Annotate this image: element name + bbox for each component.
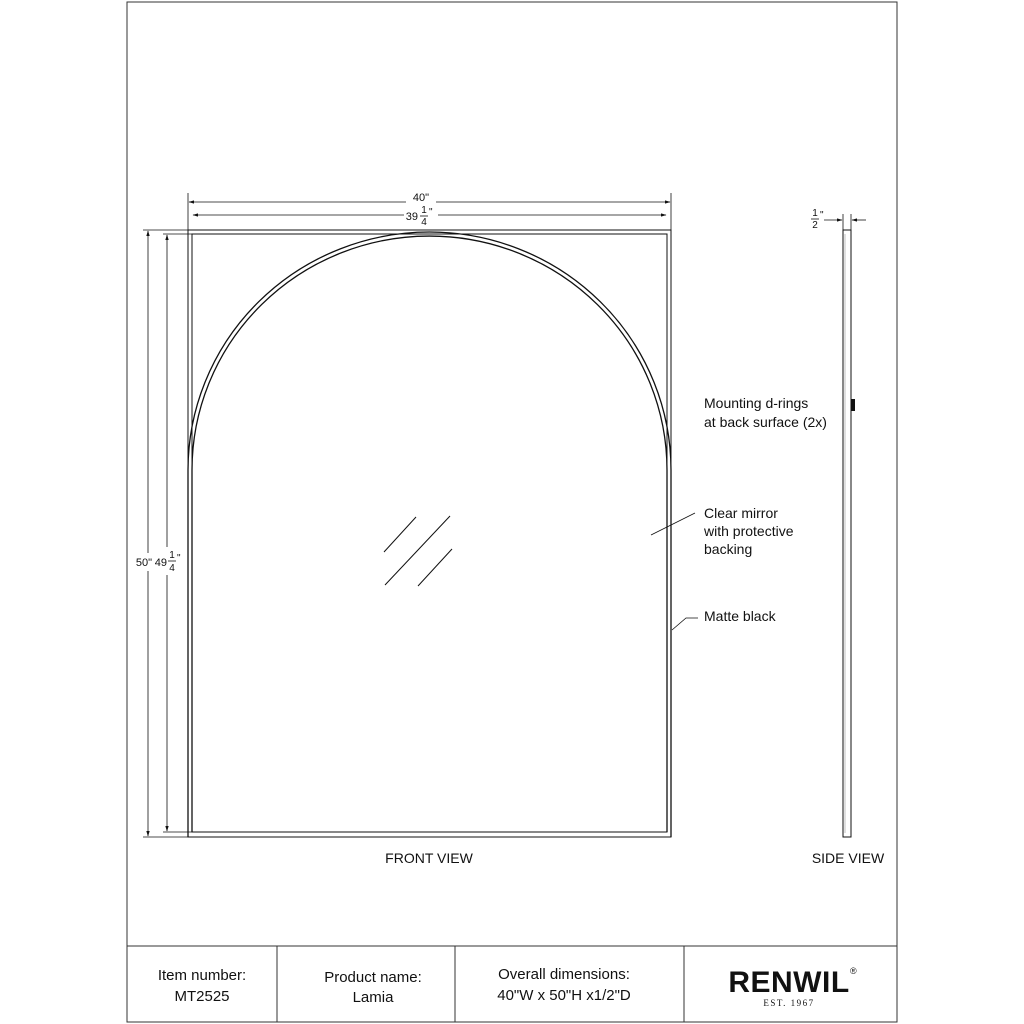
dim-height-inner-unit: " xyxy=(177,553,181,564)
dim-width-inner-den: 4 xyxy=(421,217,427,228)
dim-depth-unit: " xyxy=(820,210,824,221)
glass-reflection-mark xyxy=(384,517,416,552)
product-name-label: Product name: xyxy=(324,969,422,986)
item-number-label: Item number: xyxy=(157,967,247,984)
d-rings-callout-line1: Mounting d-rings xyxy=(704,395,809,411)
dim-width-inner-num: 1 xyxy=(421,205,427,216)
dim-depth-num: 1 xyxy=(812,208,818,219)
brand-logo xyxy=(728,966,857,1008)
dim-height-inner-den: 4 xyxy=(169,563,175,574)
sheet-border xyxy=(127,2,897,1022)
dim-height-inner-num: 1 xyxy=(169,550,175,561)
dim-depth-den: 2 xyxy=(812,220,818,231)
dim-width-outer-label: 40" xyxy=(412,192,430,204)
front-view-drawing xyxy=(134,191,698,866)
side-view-drawing xyxy=(811,208,885,866)
frame-callout-leader xyxy=(672,618,698,630)
glass-reflection-mark xyxy=(385,516,450,585)
d-ring-icon xyxy=(851,399,855,411)
arch-frame-outer xyxy=(188,232,671,837)
mirror-callout-line1: Clear mirror xyxy=(704,505,778,521)
front-view-label: FRONT VIEW xyxy=(385,850,473,866)
brand-name: RENWIL xyxy=(728,966,850,999)
frame-callout: Matte black xyxy=(704,608,776,624)
overall-dimensions-label: Overall dimensions: xyxy=(498,966,630,983)
item-number-value: MT2525 xyxy=(174,988,230,1005)
overall-dimensions-value: 40"W x 50"H x1/2"D xyxy=(497,987,631,1004)
side-profile xyxy=(843,230,851,837)
d-rings-callout-line2: at back surface (2x) xyxy=(704,414,827,430)
dim-width-inner-unit: " xyxy=(429,207,433,218)
dim-width-inner-whole: 39 xyxy=(405,211,418,223)
side-view-label: SIDE VIEW xyxy=(811,850,885,866)
dim-height-inner-whole: 49 xyxy=(154,557,167,569)
brand-registered-mark: ® xyxy=(850,966,857,976)
front-inner-rect xyxy=(192,234,667,832)
front-outer-rect xyxy=(188,230,671,837)
glass-reflection-mark xyxy=(418,549,452,586)
mirror-callout-line2: with protective xyxy=(704,523,794,539)
product-name-value: Lamia xyxy=(352,989,394,1006)
dim-height-outer-label: 50" xyxy=(135,557,153,569)
brand-tagline: EST. 1967 xyxy=(763,998,815,1008)
mirror-callout-line3: backing xyxy=(704,541,753,557)
mirror-callout-leader xyxy=(651,513,695,535)
arch-frame-inner xyxy=(192,236,667,832)
